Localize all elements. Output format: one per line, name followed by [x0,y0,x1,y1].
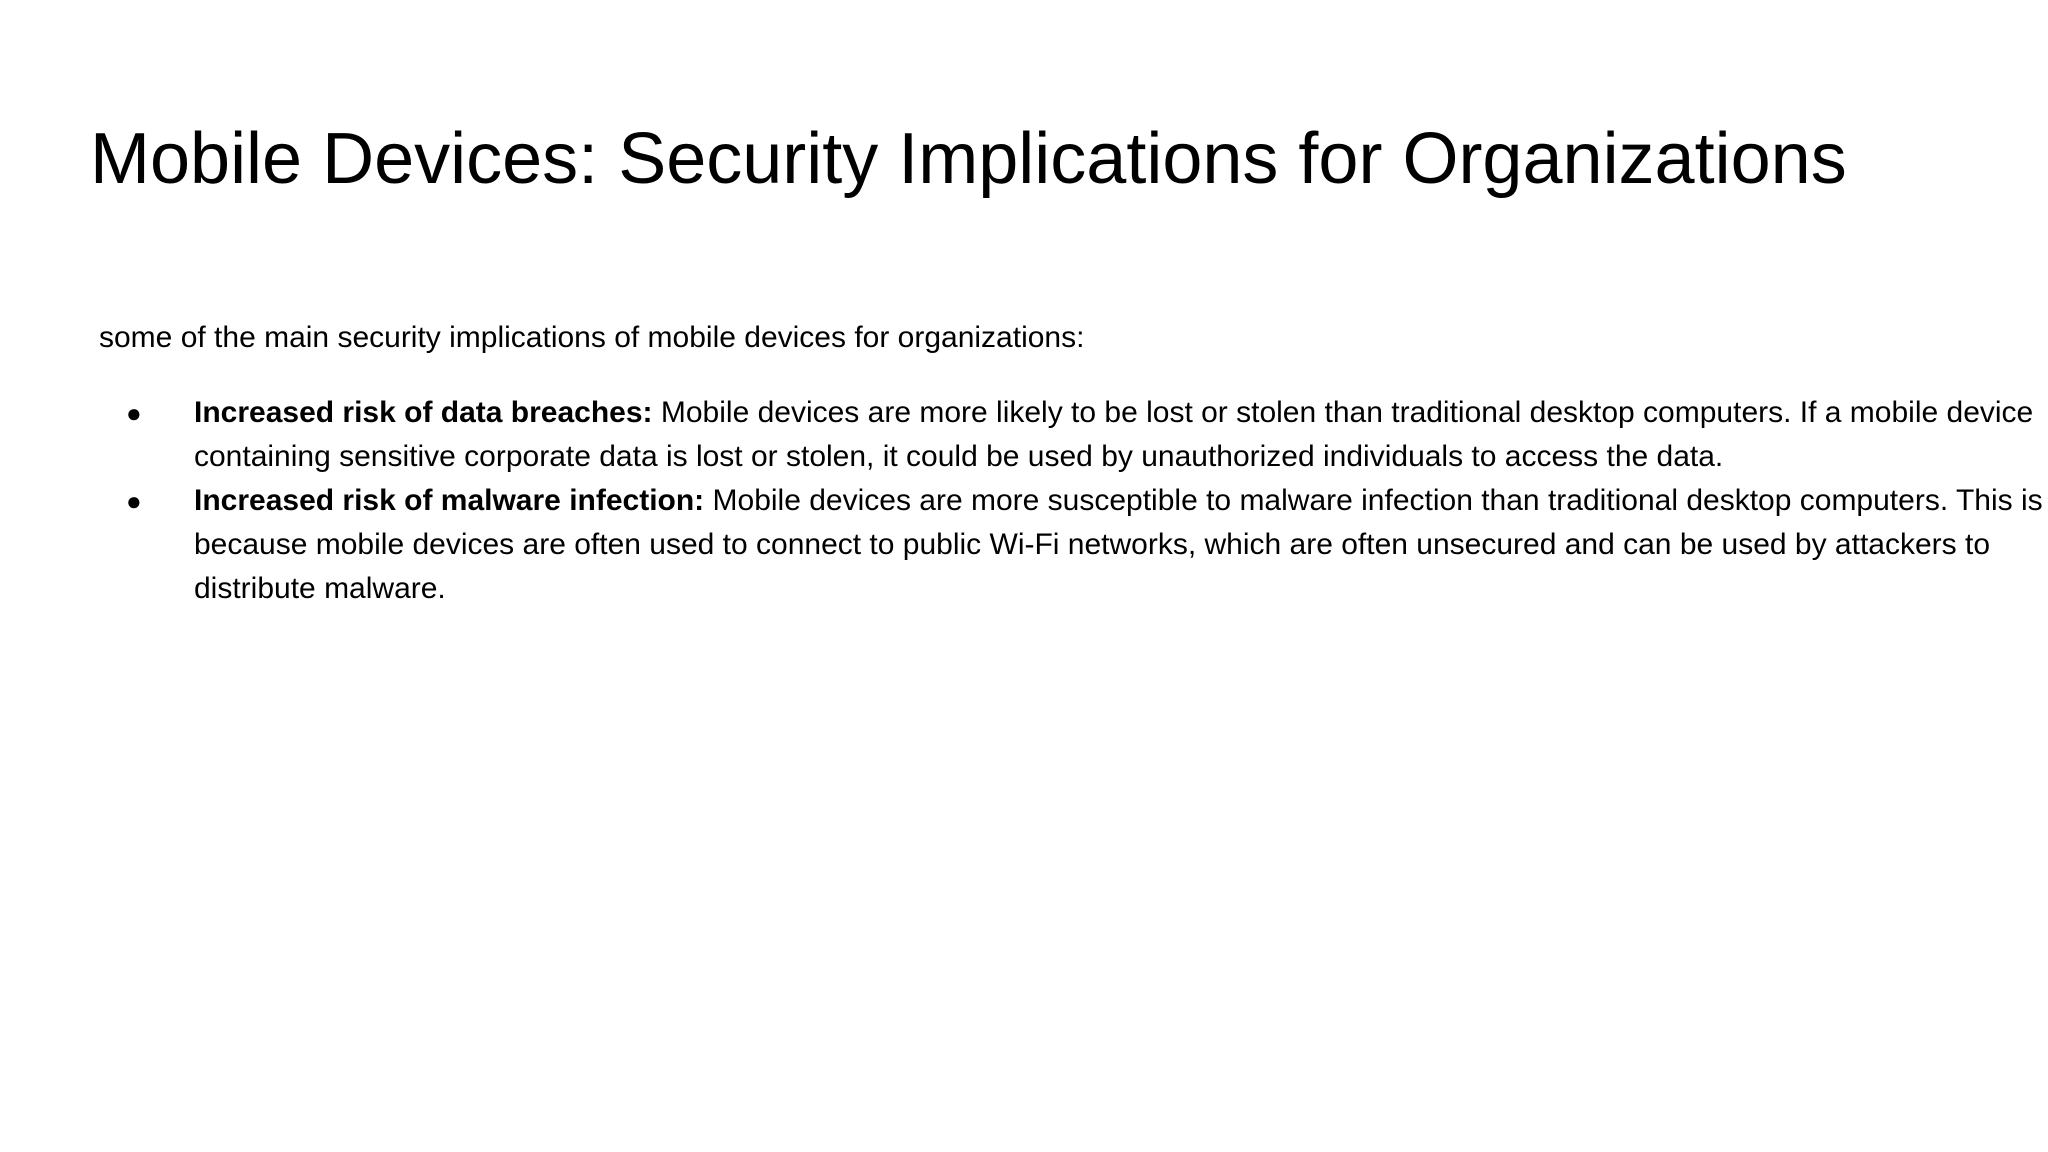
bullet-item-malware-infection [99,479,2048,611]
bullet-dot-icon: ● [126,398,142,428]
slide-body [99,316,2043,611]
bullet-text: Mobile devices are more likely to be lost or stolen than traditional desktop computers. If a mobile device containing sensitive corporate data is lost or stolen, it could be used by unauthorized individuals to access the data. [194,396,2034,473]
slide-title: Mobile Devices: Security Implications for Organizations [90,119,1847,199]
bullet-text: Mobile devices are more susceptible to malware infection than traditional desktop computers. This is because mobile devices are often used to connect to public Wi-Fi networks, which are often unsecured and can be used by attackers to distribute malware. [194,484,2043,605]
bullet-dot-icon: ● [126,486,142,516]
bullet-list [99,391,2043,611]
bullet-heading: Increased risk of malware infection: [194,484,705,517]
bullet-heading: Increased risk of data breaches: [194,396,653,429]
intro-text: some of the main security implications of mobile devices for organizations: [99,321,1085,354]
bullet-item-data-breaches [99,391,2048,479]
